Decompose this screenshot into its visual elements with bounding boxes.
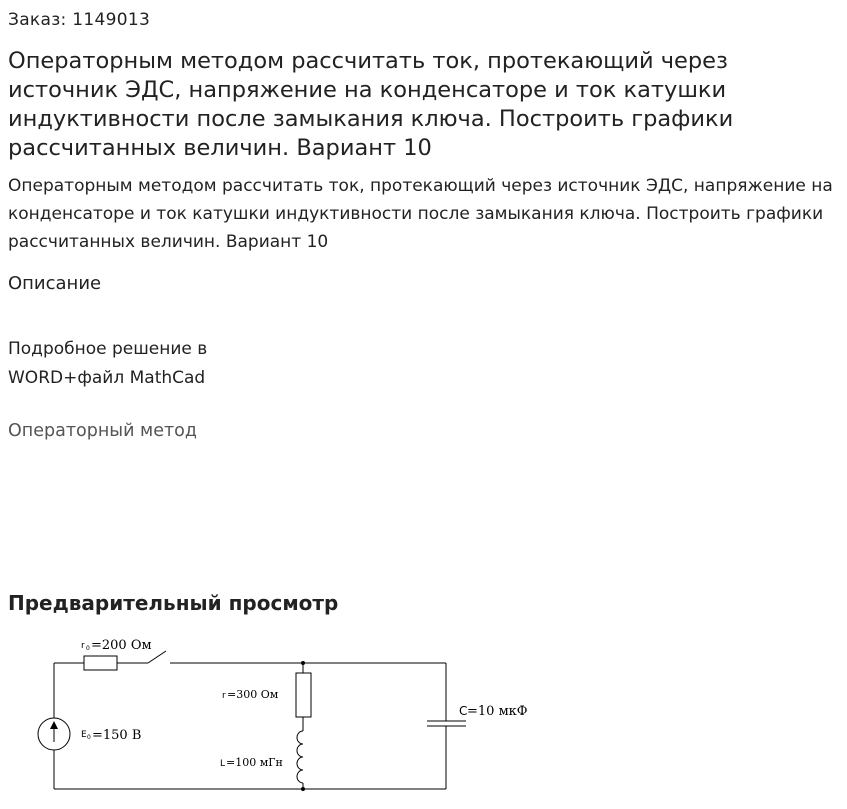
description-line: WORD+файл MathCad <box>8 367 206 388</box>
e0-subscript: 0 <box>87 734 91 741</box>
task-summary: Операторным методом рассчитать ток, протекающий через источник ЭДС, напряжение на конденсаторе и ток катушки индуктивности после замыкания ключа. Построить графики рассчитанных величин. Вариант 10 <box>8 176 833 252</box>
r0-subscript: 0 <box>86 645 90 652</box>
r-label: r <box>222 691 226 701</box>
junction-dot <box>301 787 305 791</box>
e0-label: E <box>81 730 87 740</box>
junction-dot <box>301 661 305 665</box>
circuit-preview-image <box>0 628 560 802</box>
c-value: =10 мкФ <box>467 704 528 719</box>
inductor-symbol <box>297 731 303 783</box>
r0-label: r <box>81 641 85 651</box>
r-value: =300 Ом <box>227 688 279 701</box>
resistor-r-symbol <box>296 673 311 717</box>
c-label: C <box>459 704 468 718</box>
description-body <box>8 335 328 392</box>
category-tag-link[interactable]: Операторный метод <box>8 421 197 441</box>
description-line: Подробное решение в <box>8 339 208 359</box>
description-heading: Описание <box>8 273 102 294</box>
emf-arrow-icon <box>50 721 58 729</box>
circuit-diagram <box>0 628 560 798</box>
r0-value: =200 Ом <box>91 638 152 653</box>
preview-heading: Предварительный просмотр <box>8 591 339 615</box>
resistor-r0-symbol <box>84 656 117 670</box>
order-number: Заказ: 1149013 <box>8 10 151 30</box>
e0-value: =150 В <box>92 728 142 743</box>
page-title: Операторным методом рассчитать ток, протекающий через источник ЭДС, напряжение на конденсаторе и ток катушки индуктивности после замыкания ключа. Построить графики рассчитанных величин. Вариант 10 <box>8 48 734 161</box>
l-label: L <box>220 759 226 769</box>
l-value: =100 мГн <box>226 756 283 769</box>
